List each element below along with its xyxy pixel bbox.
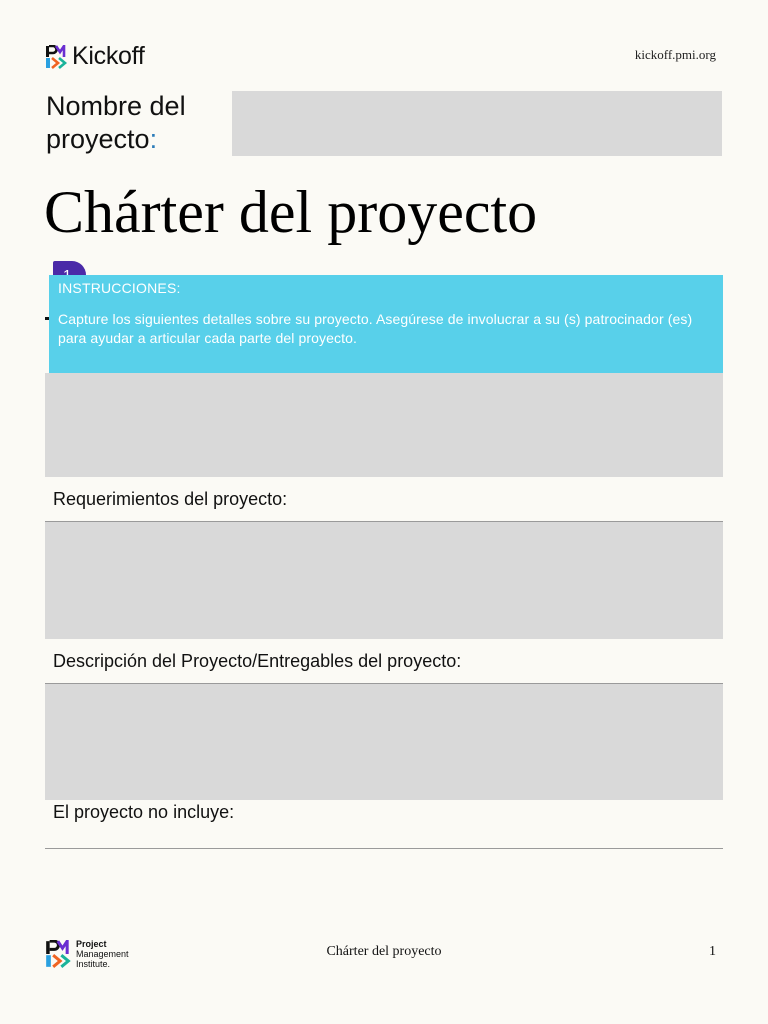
project-name-field[interactable]: [232, 91, 722, 156]
instructions-body: Capture los siguientes detalles sobre su proyecto. Asegúrese de involucrar a su (s) patrocinador (es) para ayudar a articular cada parte del proyecto.: [58, 311, 693, 346]
instructions-heading: INSTRUCCIONES:: [58, 280, 181, 296]
project-name-label-line2: proyecto: [46, 124, 150, 154]
requirements-label: Requerimientos del proyecto:: [53, 489, 288, 509]
page-title: Chárter del proyecto: [44, 179, 538, 245]
pmi-wordmark-line3: Institute.: [76, 959, 111, 969]
pmi-wordmark-line2: Management: [76, 949, 129, 959]
pmi-logo-icon: [46, 45, 68, 69]
project-name-colon: :: [149, 124, 158, 154]
instructions-callout: [49, 275, 723, 373]
page-number: 1: [709, 944, 716, 959]
instructions-answer-field[interactable]: [45, 373, 723, 477]
project-name-label-line1: Nombre del: [46, 91, 186, 121]
requirements-field[interactable]: [45, 522, 723, 639]
brand-name: Kickoff: [72, 42, 145, 70]
site-url[interactable]: kickoff.pmi.org: [634, 47, 716, 62]
footer-doc-title: Chárter del proyecto: [326, 944, 442, 959]
deliverables-label: Descripción del Proyecto/Entregables del proyecto:: [53, 651, 462, 671]
project-name-label: [46, 90, 186, 156]
kickoff-logo: [46, 42, 144, 71]
deliverables-field[interactable]: [45, 684, 723, 800]
exclusions-label: El proyecto no incluye:: [53, 802, 235, 822]
pmi-wordmark-line1: Project: [76, 939, 107, 949]
exclusions-rule: [45, 848, 723, 849]
